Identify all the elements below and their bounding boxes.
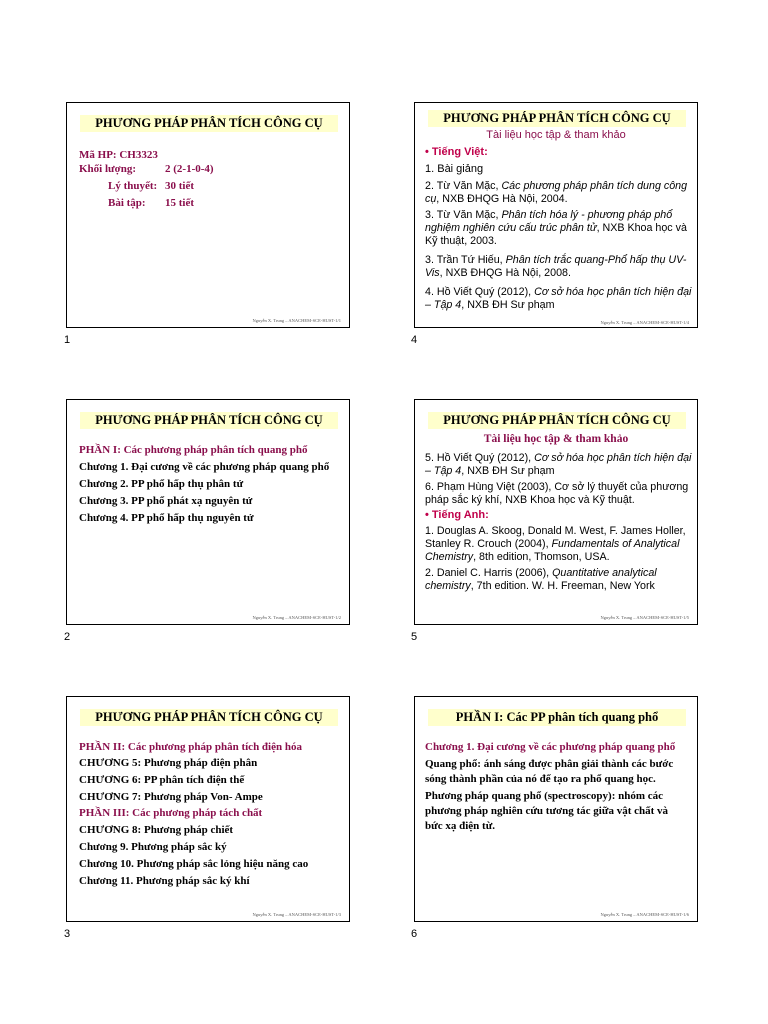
- part-heading: PHẦN I: Các phương pháp phân tích quang phổ: [79, 444, 308, 456]
- paragraph: Quang phổ: ánh sáng được phân giải thành các bước sóng thành phần của nó để tạo ra phổ quang học.: [425, 758, 674, 785]
- chapter-item: Chương 11. Phương pháp sắc ký khí: [79, 875, 250, 887]
- slide-4: [414, 102, 698, 328]
- reference: 5. Hồ Viết Quý (2012), Cơ sở hóa học phân tích hiện đại – Tập 4, NXB ĐH Sư phạm: [425, 452, 692, 477]
- page-number: 3: [64, 928, 71, 940]
- slide-footer: Nguyễn X. Trung – ANACHEM-SCE-HUST-1/6: [600, 912, 689, 917]
- chapter-item: Chương 3. PP phổ phát xạ nguyên tử: [79, 495, 253, 507]
- chapter-item: CHƯƠNG 6: PP phân tích điện thế: [79, 774, 245, 786]
- slide-footer: Nguyễn X. Trung – ANACHEM-SCE-HUST-1/5: [600, 615, 689, 620]
- reference: 4. Hồ Viết Quý (2012), Cơ sở hóa học phân tích hiện đại – Tập 4, NXB ĐH Sư phạm: [425, 286, 692, 311]
- chapter-item: Chương 4. PP phổ hấp thụ nguyên tử: [79, 512, 254, 524]
- slide-title: PHẦN I: Các PP phân tích quang phổ: [428, 709, 686, 726]
- reference: 2. Daniel C. Harris (2006), Quantitative analytical chemistry, 7th edition. W. H. Freeman, New York: [425, 567, 657, 592]
- exercise-value: 15 tiết: [165, 197, 195, 209]
- chapter-item: Chương 2. PP phổ hấp thụ phân tử: [79, 478, 244, 490]
- reference: 3. Trần Tứ Hiếu, Phân tích trắc quang-Phổ hấp thụ UV-Vis, NXB ĐHQG Hà Nội, 2008.: [425, 254, 687, 279]
- reference: 1. Douglas A. Skoog, Donald M. West, F. James Holler, Stanley R. Crouch (2004), Fundamentals of Analytical Chemistry, 8th edition, Thomson, USA.: [425, 525, 686, 563]
- slide-title: PHƯƠNG PHÁP PHÂN TÍCH CÔNG CỤ: [428, 110, 686, 127]
- chapter-item: Chương 10. Phương pháp sắc lỏng hiệu năng cao: [79, 858, 309, 870]
- reference: 3. Từ Văn Mặc, Phân tích hóa lý - phương pháp phổ nghiệm nghiên cứu cấu trúc phân tử, NXB Khoa học và Kỹ thuật, 2003.: [425, 209, 687, 247]
- part-heading: PHẦN III: Các phương pháp tách chất: [79, 807, 263, 819]
- reference: 2. Từ Văn Mặc, Các phương pháp phân tích dung công cụ, NXB ĐHQG Hà Nội, 2004.: [425, 180, 688, 205]
- theory-value: 30 tiết: [165, 180, 195, 192]
- page-number: 4: [411, 334, 418, 346]
- theory-label: Lý thuyết:: [108, 180, 158, 192]
- course-code: Mã HP: CH3323: [79, 149, 158, 161]
- slide-2: [66, 399, 350, 625]
- slide-title: PHƯƠNG PHÁP PHÂN TÍCH CÔNG CỤ: [428, 412, 686, 429]
- chapter-item: CHƯƠNG 5: Phương pháp điện phân: [79, 757, 258, 769]
- chapter-item: Chương 1. Đại cương về các phương pháp quang phổ: [79, 461, 330, 473]
- slide-footer: Nguyễn X. Trung – ANACHEM-SCE-HUST-1/1: [252, 318, 341, 323]
- slide-3: [66, 696, 350, 922]
- chapter-item: CHƯƠNG 7: Phương pháp Von- Ampe: [79, 791, 263, 803]
- paragraph: Phương pháp quang phổ (spectroscopy): nhóm các phương pháp nghiên cứu tương tác giữa vật chất và bức xạ điện từ.: [425, 790, 669, 832]
- slide-footer: Nguyễn X. Trung – ANACHEM-SCE-HUST-1/3: [252, 912, 341, 917]
- page-number: 2: [64, 631, 71, 643]
- section-bullet: • Tiếng Việt:: [425, 146, 488, 158]
- page-number: 5: [411, 631, 418, 643]
- slide-subtitle: Tài liệu học tập & tham khảo: [483, 433, 629, 445]
- exercise-label: Bài tập:: [108, 197, 146, 209]
- page-number: 6: [411, 928, 418, 940]
- chapter-item: Chương 9. Phương pháp sắc ký: [79, 841, 227, 853]
- slide-6: [414, 696, 698, 922]
- reference: 6. Phạm Hùng Việt (2003), Cơ sở lý thuyết của phương pháp sắc ký khí, NXB Khoa học và Kỹ thuật.: [425, 481, 689, 506]
- chapter-heading: Chương 1. Đại cương về các phương pháp quang phổ: [425, 741, 676, 753]
- slide-title: PHƯƠNG PHÁP PHÂN TÍCH CÔNG CỤ: [80, 709, 338, 726]
- slide-footer: Nguyễn X. Trung – ANACHEM-SCE-HUST-1/4: [600, 320, 689, 325]
- slide-5: [414, 399, 698, 625]
- chapter-item: CHƯƠNG 8: Phương pháp chiết: [79, 824, 234, 836]
- workload-label: Khối lượng:: [79, 163, 137, 175]
- slide-title: PHƯƠNG PHÁP PHÂN TÍCH CÔNG CỤ: [80, 412, 338, 429]
- slide-1: [66, 102, 350, 328]
- page-number: 1: [64, 334, 71, 346]
- section-bullet: • Tiếng Anh:: [425, 509, 489, 521]
- part-heading: PHẦN II: Các phương pháp phân tích điện hóa: [79, 741, 302, 753]
- slide-subtitle: Tài liệu học tập & tham khảo: [486, 129, 626, 141]
- slide-footer: Nguyễn X. Trung – ANACHEM-SCE-HUST-1/2: [252, 615, 341, 620]
- slide-title: PHƯƠNG PHÁP PHÂN TÍCH CÔNG CỤ: [80, 115, 338, 132]
- workload-value: 2 (2-1-0-4): [165, 163, 214, 175]
- reference: 1. Bài giảng: [425, 163, 484, 175]
